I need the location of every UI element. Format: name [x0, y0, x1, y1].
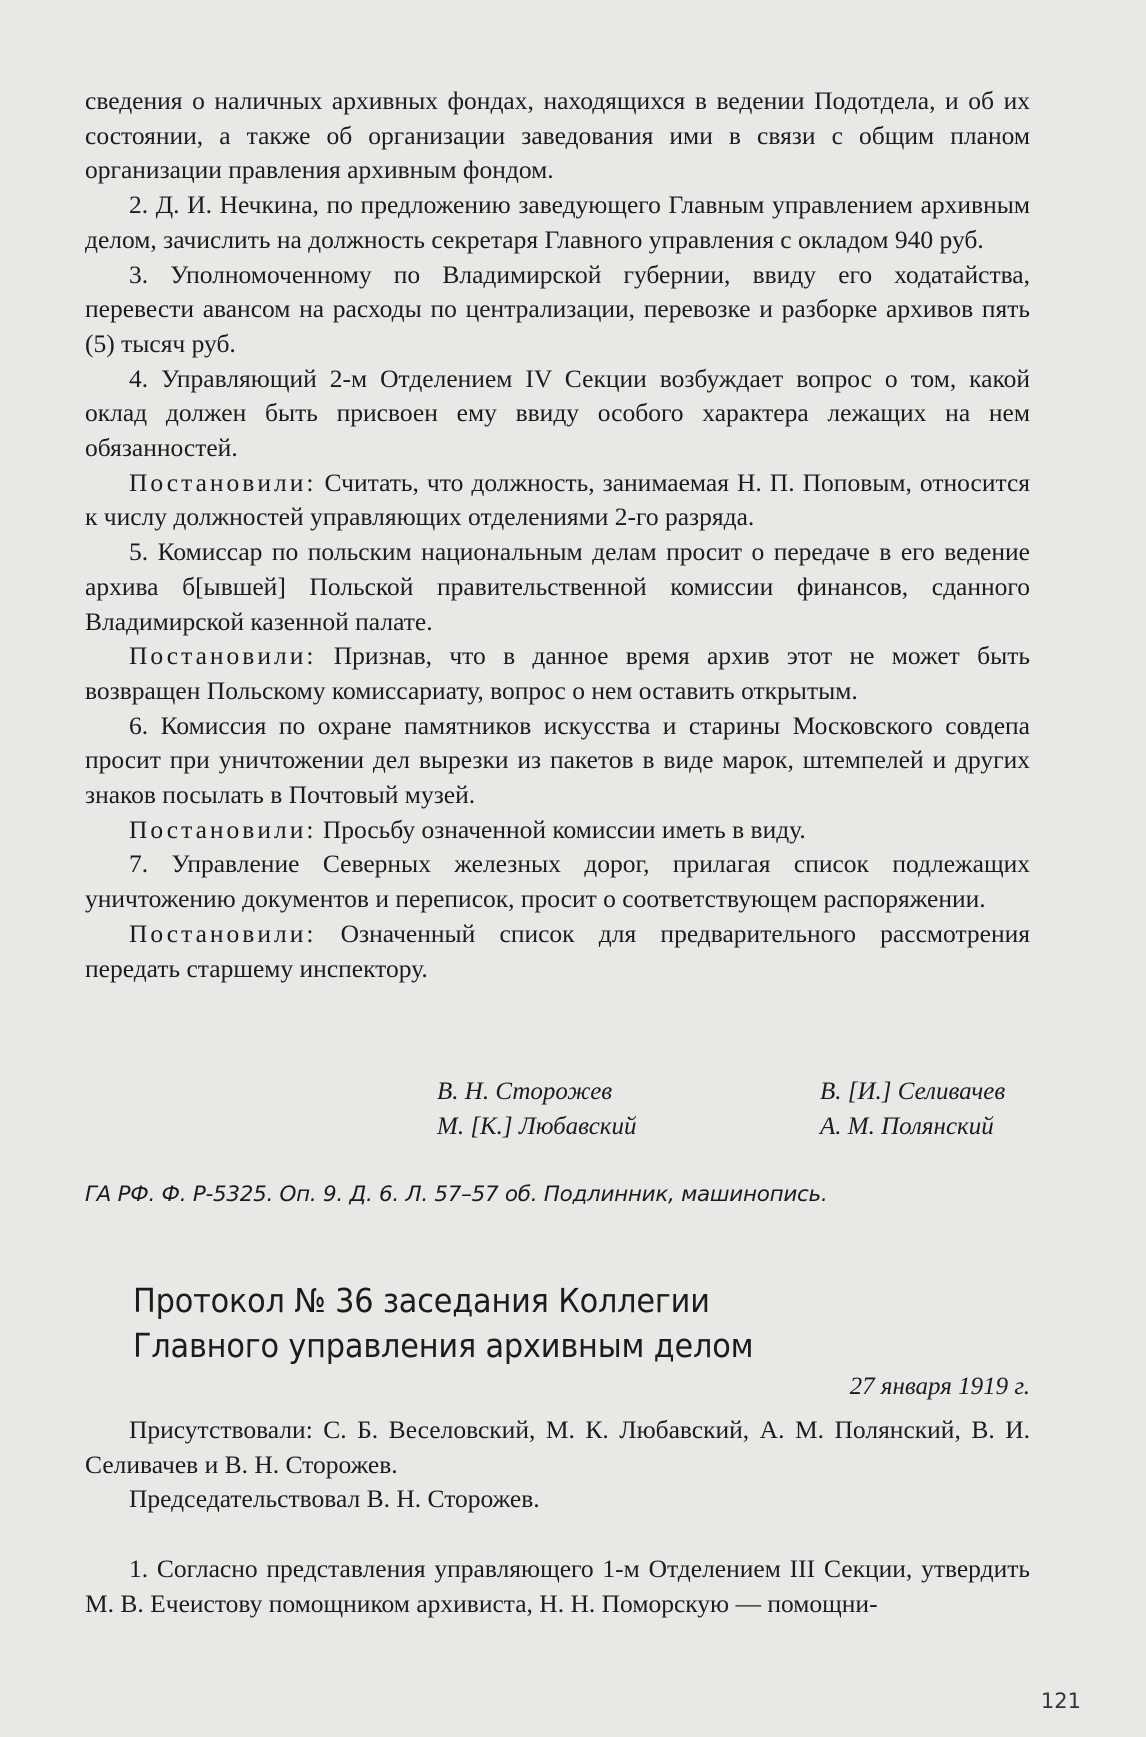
resolution-text: Считать, что должность, занимаемая Н. П. Поповым, относится к числу должностей управляющих отделениями 2-го разряда.: [85, 467, 1030, 532]
signature-storozhev: В. Н. Сторожев: [437, 1078, 613, 1105]
text-block-bottom: [85, 1552, 1030, 1621]
heading-line-1: Протокол № 36 заседания Коллегии: [133, 1281, 710, 1320]
resolution-text: Признав, что в данное время архив этот не может быть возвращен Польскому комиссариату, вопрос о нем оставить открытым.: [85, 641, 1030, 705]
protocol-date: 27 января 1919 г.: [849, 1373, 1030, 1400]
paragraph-item-6: 6. Комиссия по охране памятников искусства и старины Московского совдепа просит при уничтожении дел вырезки из пакетов в виде марок, штемпелей и других знаков посылать в Почтовый музей.: [85, 710, 1030, 810]
resolution-item-6: [85, 813, 1030, 848]
resolution-label: Постановили:: [129, 641, 317, 671]
paragraph-item-3: 3. Уполномоченному по Владимирской губернии, ввиду его ходатайства, перевести авансом на расходы по централизации, перевозке и разборке архивов пять (5) тысяч руб.: [85, 259, 1030, 358]
paragraph-continuation: сведения о наличных архивных фондах, находящихся в ведении Подотдела, и об их состоянии, а также об организации заведования ими в связи с общим планом организации правления архивным фондом.: [85, 86, 1030, 185]
heading-line-2: Главного управления архивным делом: [133, 1326, 754, 1365]
paragraph-item-2: 2. Д. И. Нечкина, по предложению заведующего Главным управлением архивным делом, зачислить на должность секретаря Главного управления с окладом 940 руб.: [85, 190, 1030, 254]
resolution-label: Постановили:: [129, 918, 317, 948]
paragraph-item-5: 5. Комиссар по польским национальным делам просит о передаче в его ведение архива б[ывшей] Польской правительственной комиссии финансов, сданного Владимирской казенной палате.: [85, 537, 1030, 636]
paragraph-item-4: 4. Управляющий 2-м Отделением IV Секции возбуждает вопрос о том, какой оклад должен быть присвоен ему ввиду особого характера лежащих на нем обязанностей.: [85, 363, 1030, 463]
paragraph-item-1: 1. Согласно представления управляющего 1-м Отделением III Секции, утвердить М. В. Ечеистову помощником архивиста, Н. Н. Поморскую — помощни-: [85, 1554, 1030, 1618]
attendance-paragraph: Присутствовали: С. Б. Веселовский, М. К. Любавский, А. М. Полянский, В. И. Селивачев и В. Н. Сторожев.: [85, 1415, 1030, 1479]
paragraph-item-7: 7. Управление Северных железных дорог, прилагая список подлежащих уничтожению документов и переписок, просит о соответствующем распоряжении.: [85, 849, 1030, 914]
signature-polyansky: А. М. Полянский: [820, 1113, 994, 1140]
signature-lyubavsky: М. [К.] Любавский: [437, 1113, 637, 1140]
resolution-label: Постановили:: [129, 467, 317, 497]
resolution-text: Просьбу означенной комиссии иметь в виду.: [316, 814, 806, 844]
protocol-heading: [133, 1278, 753, 1368]
resolution-label: Постановили:: [129, 814, 317, 844]
text-block-lower: [85, 1413, 1030, 1517]
resolution-item-4: [85, 466, 1030, 535]
resolution-text: Означенный список для предварительного рассмотрения передать старшему инспектору.: [85, 918, 1030, 983]
page-number: 121: [1040, 1689, 1081, 1713]
archival-source-reference: ГА РФ. Ф. Р-5325. Оп. 9. Д. 6. Л. 57–57 об. Подлинник, машинопись.: [85, 1182, 828, 1207]
resolution-item-7: [85, 917, 1030, 986]
resolution-item-5: [85, 639, 1030, 708]
text-block-upper: [85, 84, 1030, 986]
chair-paragraph: Председательствовал В. Н. Сторожев.: [129, 1484, 540, 1514]
signature-selivachev: В. [И.] Селивачев: [820, 1078, 1006, 1105]
